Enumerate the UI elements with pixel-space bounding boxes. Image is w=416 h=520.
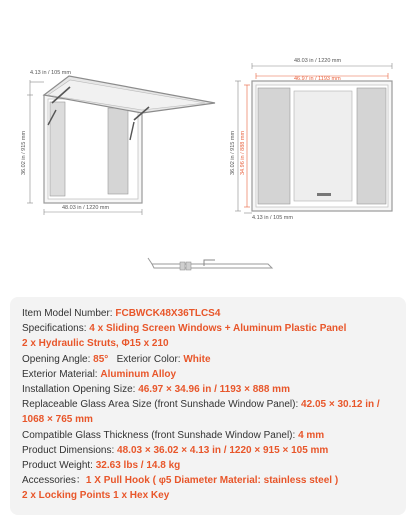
- right-width-label: 48.03 in / 1220 mm: [294, 58, 342, 64]
- spec-weight: Product Weight: 32.63 lbs / 14.8 kg: [22, 460, 181, 472]
- spec-opening-size: Installation Opening Size: 46.97 × 34.96 in / 1193 × 888 mm: [22, 384, 290, 396]
- closed-window-illustration: [235, 63, 392, 213]
- right-height-label: 36.02 in / 915 mm: [230, 130, 236, 175]
- spec-accessories-cont: 2 x Locking Points 1 x Hex Key: [22, 490, 170, 502]
- left-depth-label: 4.13 in / 105 mm: [30, 70, 71, 76]
- right-inner-height-label: 34.96 in / 888 mm: [240, 130, 246, 175]
- spec-accessories: Accessories：1 X Pull Hook ( φ5 Diameter Material: stainless steel ): [22, 475, 339, 487]
- spec-dimensions: Product Dimensions: 48.03 × 36.02 × 4.13 in / 1220 × 915 × 105 mm: [22, 444, 329, 456]
- spec-specifications: Specifications: 4 x Sliding Screen Windows + Aluminum Plastic Panel: [22, 323, 347, 335]
- hex-key-icon: [204, 260, 215, 266]
- spec-specifications-cont: 2 x Hydraulic Struts, Φ15 x 210: [22, 338, 169, 350]
- right-inner-width-label: 46.97 in / 1193 mm: [294, 76, 341, 82]
- spec-angle-color: Opening Angle: 85° Exterior Color: White: [22, 353, 211, 365]
- specifications-panel: [10, 297, 406, 515]
- spec-material: Exterior Material: Aluminum Alloy: [22, 368, 177, 380]
- left-height-label: 36.02 in / 915 mm: [21, 130, 27, 175]
- spec-model: Item Model Number: FCBWCK48X36TLCS4: [22, 308, 221, 319]
- left-width-label: 48.03 in / 1220 mm: [62, 205, 110, 211]
- spec-glass-area-cont: 1068 × 765 mm: [22, 414, 93, 426]
- locking-points-icon: [180, 262, 191, 270]
- open-window-illustration: [27, 76, 215, 215]
- spec-glass-area: Replaceable Glass Area Size (front Sunshade Window Panel): 42.05 × 30.12 in /: [22, 399, 380, 411]
- right-depth-label: 4.13 in / 105 mm: [252, 215, 293, 221]
- spec-glass-thickness: Compatible Glass Thickness (front Sunshade Window Panel): 4 mm: [22, 429, 325, 441]
